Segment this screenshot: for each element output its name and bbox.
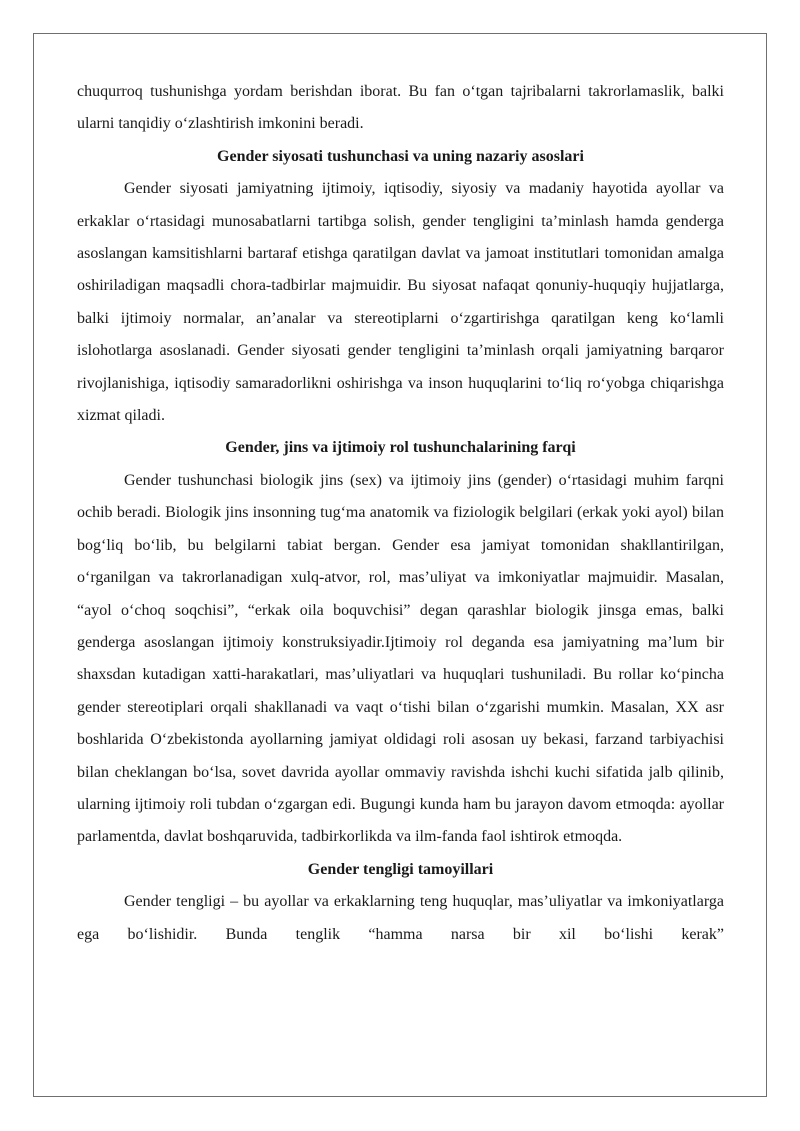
opening-paragraph: chuqurroq tushunishga yordam berishdan iborat. Bu fan o‘tgan tajribalarni takrorlamaslik, balki ularni tanqidiy o‘zlashtirish imkonini beradi. <box>77 83 724 133</box>
paragraph-gender-sex-role: Gender tushunchasi biologik jins (sex) va ijtimoiy jins (gender) o‘rtasidagi muhim farqni ochib beradi. Biologik jins insonning tug‘ma anatomik va fiziologik belgilari (erkak yoki ayol) bilan bog‘liq bo‘lib, bu belgilarni tabiat bergan. Gender esa jamiyat tomonidan shakllantirilgan, o‘rganilgan va takrorlanadigan xulq-atvor, rol, mas’uliyat va imkoniyatlar majmuidir. Masalan, “ayol o‘choq soqchisi”, “erkak oila boquvchisi” degan qarashlar biologik jinsga emas, balki genderga asoslangan ijtimoiy konstruksiyadir.Ijtimoiy rol deganda esa jamiyatning ma’lum bir shaxsdan kutadigan xatti-harakatlari, mas’uliyatlari va huquqlari tushuniladi. Bu rollar ko‘pincha gender stereotiplari orqali shakllanadi va vaqt o‘tishi bilan o‘zgarishi mumkin. Masalan, XX asr boshlarida O‘zbekistonda ayollarning jamiyat oldidagi roli asosan uy bekasi, farzand tarbiyachisi bilan cheklangan bo‘lsa, sovet davrida ayollar ommaviy ravishda ishchi kuchi sifatida jalb qilinib, ularning ijtimoiy roli tubdan o‘zgargan edi. Bugungi kunda ham bu jarayon davom etmoqda: ayollar parlamentda, davlat boshqaruvida, tadbirkorlikda va ilm-fanda faol ishtirok etmoqda. <box>77 471 724 846</box>
section-heading-gender-equality: Gender tengligi tamoyillari <box>307 860 494 878</box>
document-body <box>77 76 724 951</box>
paragraph-gender-equality: Gender tengligi – bu ayollar va erkaklarning teng huquqlar, mas’uliyatlar va imkoniyatlarga ega bo‘lishidir. Bunda tenglik “hamma narsa bir xil bo‘lishi kerak” <box>77 893 724 943</box>
section-heading-gender-policy: Gender siyosati tushunchasi va uning nazariy asoslari <box>217 147 584 165</box>
paragraph-gender-policy: Gender siyosati jamiyatning ijtimoiy, iqtisodiy, siyosiy va madaniy hayotida ayollar va erkaklar o‘rtasidagi munosabatlarni tartibga solish, gender tengligini ta’minlash hamda genderga asoslangan kamsitishlarni bartaraf etishga qaratilgan davlat va jamoat institutlari tomonidan amalga oshiriladigan maqsadli chora-tadbirlar majmuidir. Bu siyosat nafaqat qonuniy-huquqiy hujjatlarga, balki ijtimoiy normalar, an’analar va stereotiplarni o‘zgartirishga qaratilgan keng ko‘lamli islohotlarga asoslanadi. Gender siyosati gender tengligini ta’minlash orqali jamiyatning barqaror rivojlanishiga, iqtisodiy samaradorlikni oshirishga va inson huquqlarini to‘liq ro‘yobga chiqarishga xizmat qiladi. <box>77 180 724 425</box>
section-heading-gender-sex-role: Gender, jins va ijtimoiy rol tushunchalarining farqi <box>225 439 576 457</box>
